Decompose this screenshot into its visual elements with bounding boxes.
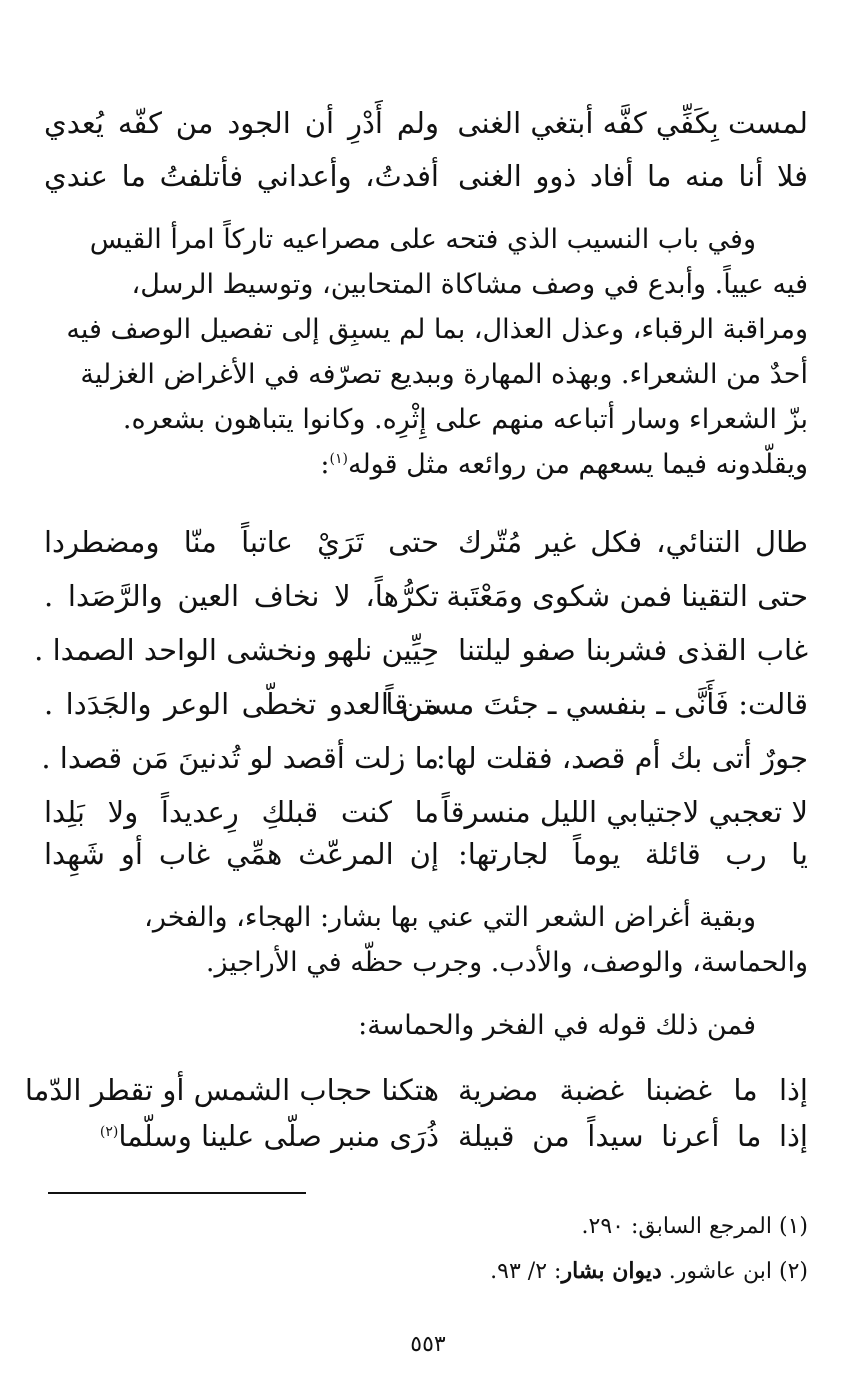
verse-hemistich-right: حتى التقينا فمن شكوى ومَعْتَبة (446, 579, 808, 613)
paragraph-line: وفي باب النسيب الذي فتحه على مصراعيه تاركاً امرأ القيس (89, 224, 756, 255)
footnote-reference[interactable]: (٢) (99, 1124, 119, 1140)
body-paragraph-line (44, 263, 808, 307)
verse-hemistich-right: لا تعجبي لاجتيابي الليل منسرقاً (441, 795, 808, 829)
paragraph-line: ومراقبة الرقباء، وعذل العذال، بما لم يسبِق إلى تفصيل الوصف فيه (66, 314, 808, 345)
verse-hemistich-right: إذا ما غضبنا غضبة مضرية (458, 1073, 808, 1107)
footnote-separator (48, 1192, 306, 1194)
footnote-citation: : ٢/ ٩٣. (490, 1259, 562, 1284)
verse-hemistich-left: إن المرعّث همِّي غاب أو شَهِدا (44, 837, 439, 871)
verse-hemistich-left: حِيِّين نلهو ونخشى الواحد الصمدا . (34, 633, 439, 667)
body-paragraph (44, 896, 808, 940)
verse-hemistich-right: جورٌ أتى بك أم قصد، فقلت لها: (435, 741, 808, 775)
verse-hemistich-left: حتى تَرَيْ عاتباً منّا ومضطردا (44, 525, 439, 559)
verse-hemistich-right: لمست بِكَفِّي كفَّه أبتغي الغنى (457, 106, 808, 140)
verse-line (44, 97, 808, 149)
footnote (44, 1210, 808, 1244)
verse-hemistich-right: يا رب قائلة يوماً لجارتها: (458, 837, 808, 871)
verse-hemistich-left: تكرُّهاً، لا نخاف العين والرَّصَدا . (44, 579, 439, 613)
footnote (44, 1254, 808, 1289)
footnote-number: (٢) (778, 1259, 808, 1284)
verse-hemistich-left: هتكنا حجاب الشمس أو تقطر الدّما (24, 1073, 439, 1107)
verse-hemistich-left: من العدو تخطّى الوعر والجَدَدا . (44, 687, 439, 721)
punctuation: : (320, 449, 330, 480)
body-paragraph (44, 1004, 808, 1048)
paragraph-line: وبقية أغراض الشعر التي عني بها بشار: الهجاء، والفخر، (144, 902, 756, 933)
verse-text: ذُرَى منبر صلّى علينا وسلّما (118, 1119, 439, 1153)
body-paragraph-line (44, 941, 808, 985)
verse-hemistich-right: طال التنائي، فكل غير مُتّرك (458, 525, 808, 559)
footnote-source-title: ديوان بشار (561, 1258, 662, 1284)
verse-hemistich-left (44, 1110, 439, 1162)
verse-line (24, 1064, 808, 1116)
footnote-text: ابن عاشور. (668, 1259, 772, 1284)
verse-hemistich-left: ما كنت قبلكِ رِعديداً ولا بَلِدا (44, 795, 439, 829)
verse-hemistich-right: غاب القذى فشربنا صفو ليلتنا (458, 633, 808, 667)
verse-hemistich-left: ما زلت أقصد لو تُدنينَ مَن قصدا . (41, 741, 439, 775)
verse-hemistich-left: ولم أَدْرِ أن الجود من كفّه يُعدي (44, 106, 439, 140)
footnote-text: المرجع السابق: ٢٩٠. (581, 1214, 772, 1239)
body-paragraph-line (44, 353, 808, 397)
verse-line (44, 150, 808, 202)
footnote-number: (١) (778, 1214, 808, 1239)
body-paragraph (44, 218, 808, 262)
paragraph-line: فيه عيياً. وأبدع في وصف مشاكاة المتحابين، وتوسيط الرسل، (131, 269, 808, 300)
page-number: ٥٥٣ (410, 1332, 446, 1357)
verse-line (34, 624, 808, 676)
verse-line (44, 678, 808, 730)
verse-line (44, 516, 808, 568)
verse-hemistich-right: فلا أنا منه ما أفاد ذوو الغنى (458, 159, 808, 193)
verse-line (44, 828, 808, 880)
paragraph-line: أحدٌ من الشعراء. وبهذه المهارة وببديع تصرّفه في الأغراض الغزلية (80, 359, 808, 390)
body-paragraph-line (44, 398, 808, 442)
paragraph-line: والحماسة، والوصف، والأدب. وجرب حظّه في الأراجيز. (205, 947, 808, 978)
verse-hemistich-right: قالت: فَأَنَّى ـ بنفسي ـ جئتَ مسترقاً (385, 687, 808, 721)
verse-line (41, 732, 808, 784)
body-paragraph-line (44, 443, 808, 487)
paragraph-line: ويقلّدونه فيما يسعهم من روائعه مثل قوله (347, 449, 808, 480)
verse-hemistich-right: إذا ما أعرنا سيداً من قبيلة (458, 1119, 808, 1153)
verse-hemistich-left: أفدتُ، وأعداني فأتلفتُ ما عندي (44, 159, 439, 193)
footnote-reference[interactable]: (١) (329, 451, 348, 467)
paragraph-line: بزّ الشعراء وسار أتباعه منهم على إِثْرِه. وكانوا يتباهون بشعره. (122, 404, 808, 435)
body-paragraph-line (44, 308, 808, 352)
verse-line (44, 1110, 808, 1162)
paragraph-line: فمن ذلك قوله في الفخر والحماسة: (358, 1010, 756, 1041)
verse-line (44, 570, 808, 622)
